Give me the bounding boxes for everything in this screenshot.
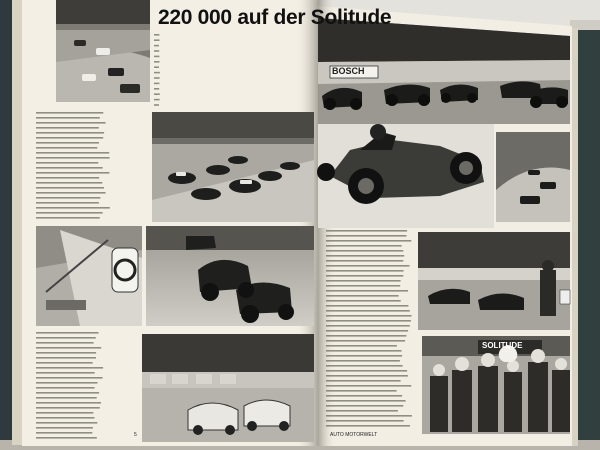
text-line (154, 66, 159, 68)
magazine-folio: AUTO MOTORWELT (330, 432, 378, 438)
text-line (326, 230, 407, 232)
text-line (36, 162, 98, 164)
text-line (154, 56, 159, 58)
text-line (36, 152, 109, 154)
text-line (36, 437, 97, 439)
text-line (36, 187, 104, 189)
text-line (36, 417, 95, 419)
text-line (326, 250, 403, 252)
text-line (36, 387, 95, 389)
text-line (326, 265, 410, 267)
text-line (36, 182, 102, 184)
text-line (326, 390, 397, 392)
text-line (36, 192, 106, 194)
text-line (36, 142, 99, 144)
text-line (36, 427, 93, 429)
text-line (326, 285, 400, 287)
text-line (36, 382, 98, 384)
text-line (326, 420, 404, 422)
text-line (36, 207, 110, 209)
text-line (36, 402, 101, 404)
text-line (326, 290, 408, 292)
text-line (36, 377, 103, 379)
text-line (326, 330, 408, 332)
text-line (326, 325, 410, 327)
photo-solitude-podium (422, 336, 570, 434)
text-line (36, 157, 110, 159)
text-line (326, 405, 403, 407)
text-line (326, 240, 411, 242)
text-line (326, 345, 397, 347)
text-line (36, 432, 92, 434)
text-line (326, 380, 401, 382)
text-line (326, 360, 400, 362)
text-line (36, 367, 103, 369)
headline: 220 000 auf der Solitude (158, 6, 392, 29)
photo-race-car-closeup (317, 124, 494, 228)
photo-barrier-sign (36, 226, 142, 326)
text-line (36, 147, 97, 149)
text-line (326, 270, 404, 272)
text-line (326, 280, 401, 282)
text-line (36, 347, 101, 349)
text-line (36, 217, 100, 219)
text-line (36, 172, 109, 174)
text-line (326, 335, 406, 337)
text-line (326, 305, 408, 307)
bosch-sign: BOSCH (332, 66, 365, 76)
text-line (36, 177, 99, 179)
text-line (36, 167, 103, 169)
text-line (36, 392, 99, 394)
text-line (326, 255, 404, 257)
text-line (36, 407, 100, 409)
text-line (154, 83, 159, 85)
text-line (36, 342, 94, 344)
photo-grandstand-porsches (142, 334, 314, 442)
text-line (326, 375, 408, 377)
photo-track-bend (496, 132, 570, 222)
text-line (154, 39, 160, 41)
text-line (36, 127, 99, 129)
text-line (154, 104, 159, 106)
text-line (154, 99, 160, 101)
text-line (154, 77, 160, 79)
text-line (36, 117, 100, 119)
text-line (36, 132, 104, 134)
text-line (326, 425, 410, 427)
text-line (326, 320, 411, 322)
photo-race-start (152, 112, 314, 222)
text-line (326, 365, 403, 367)
text-line (36, 422, 97, 424)
text-line (154, 72, 160, 74)
text-line (326, 310, 410, 312)
text-line (326, 260, 403, 262)
text-line (326, 245, 402, 247)
text-line (36, 332, 99, 334)
text-line (326, 395, 402, 397)
text-line (326, 300, 401, 302)
text-line (326, 315, 412, 317)
text-line (326, 340, 405, 342)
text-line (36, 412, 93, 414)
text-line (326, 295, 399, 297)
text-line (36, 337, 96, 339)
photo-cars-racing (146, 226, 314, 326)
text-line (154, 61, 160, 63)
text-line (154, 50, 159, 52)
text-line (154, 88, 159, 90)
page-number: 5 (134, 432, 137, 438)
text-line (36, 352, 96, 354)
text-line (326, 385, 411, 387)
text-line (36, 212, 103, 214)
text-line (154, 34, 159, 36)
text-line (36, 112, 103, 114)
text-line (326, 400, 406, 402)
text-line (36, 397, 97, 399)
text-line (36, 137, 103, 139)
text-line (326, 355, 402, 357)
photo-top-left (56, 0, 150, 102)
text-line (326, 350, 402, 352)
text-line (36, 122, 106, 124)
text-line (326, 235, 407, 237)
text-line (36, 202, 99, 204)
book-binding-right (575, 30, 600, 450)
solitude-sign: SOLITUDE (482, 341, 523, 350)
text-line (36, 362, 93, 364)
text-line (154, 45, 159, 47)
text-line (36, 357, 96, 359)
text-line (326, 415, 412, 417)
photo-grandstand-cars (418, 232, 570, 330)
text-line (36, 197, 100, 199)
text-line (36, 372, 95, 374)
text-line (326, 410, 398, 412)
text-line (154, 93, 160, 95)
text-line (326, 370, 407, 372)
text-line (326, 275, 403, 277)
